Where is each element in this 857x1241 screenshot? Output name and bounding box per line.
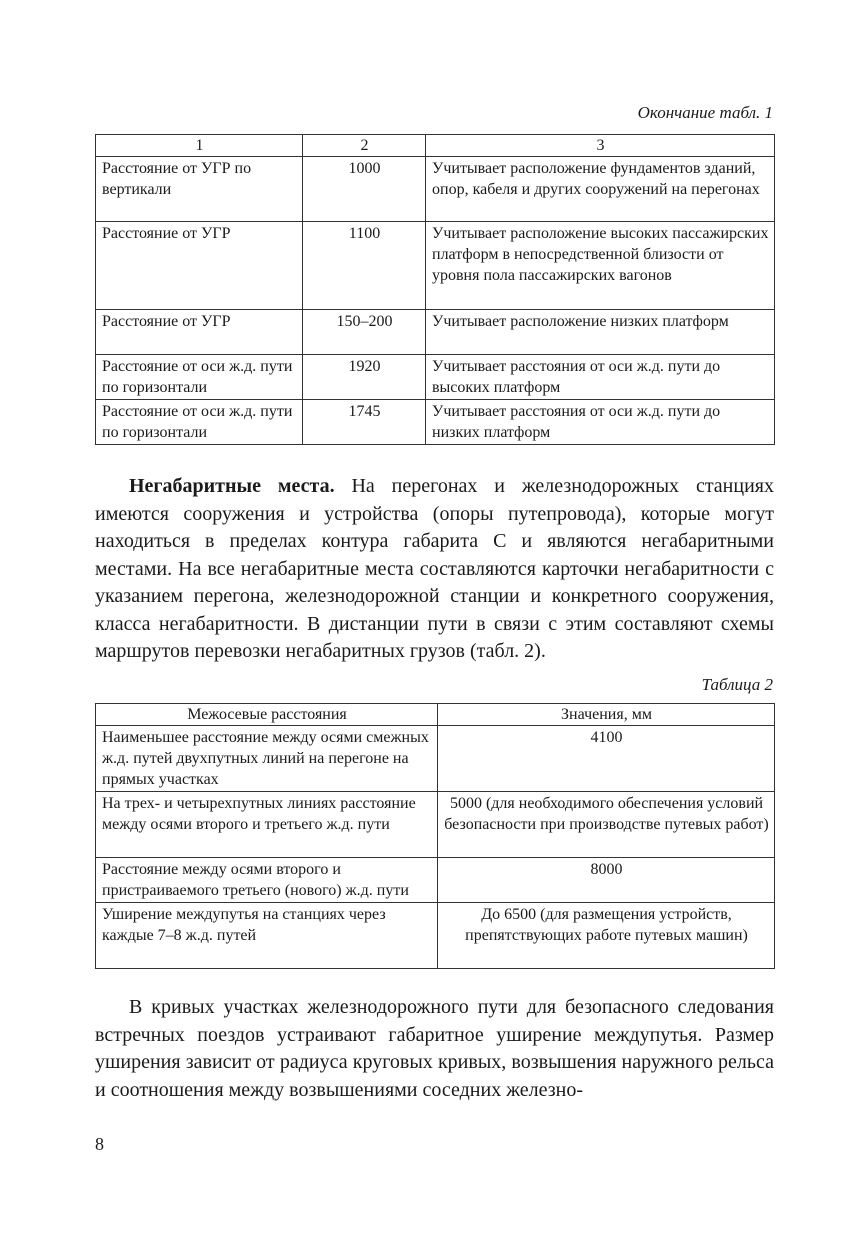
- table-row: [96, 310, 775, 355]
- table-cell: 4100: [438, 726, 775, 792]
- table-cell: 5000 (для необходимого обеспечения условий безопасности при производстве путевых работ): [438, 792, 775, 858]
- table-cell: 1745: [303, 400, 426, 445]
- table-cell: Расстояние от УГР: [96, 310, 303, 355]
- table-cell: Учитывает расположение низких платформ: [426, 310, 775, 355]
- table1-header-cell: 3: [426, 135, 775, 157]
- table2-header-cell: Значения, мм: [438, 704, 775, 726]
- table1-caption: Окончание табл. 1: [637, 103, 773, 122]
- table-row: [96, 858, 775, 903]
- table-cell: Уширение междупутья на станциях через каждые 7–8 ж.д. путей: [96, 903, 438, 969]
- table-cell: Наименьшее расстояние между осями смежных ж.д. путей двухпутных линий на перегоне на прямых участках: [96, 726, 438, 792]
- table2-header-cell: Межосевые расстояния: [96, 704, 438, 726]
- paragraph-curve-widening: В кривых участках железнодорожного пути для безопасного следования встречных поездов устраивают габаритное уширение междупутья. Размер уширения зависит от радиуса круговых кривых, возвышения наружного рельса и соотношения между возвышениями соседних железно-: [95, 996, 774, 1101]
- table-cell: Расстояние от оси ж.д. пути по горизонтали: [96, 355, 303, 400]
- table-row: [96, 903, 775, 969]
- table-row: [96, 222, 775, 310]
- table-row: [96, 726, 775, 792]
- table-cell: Расстояние от УГР: [96, 222, 303, 310]
- table1-header-row: [96, 135, 775, 157]
- table-cell: 1000: [303, 157, 426, 222]
- table-cell: Учитывает расстояния от оси ж.д. пути до низких платформ: [426, 400, 775, 445]
- table-row: [96, 400, 775, 445]
- table1-header-cell: 2: [303, 135, 426, 157]
- table-cell: Учитывает расстояния от оси ж.д. пути до высоких платформ: [426, 355, 775, 400]
- table-row: [96, 792, 775, 858]
- table-row: [96, 355, 775, 400]
- table1-header-cell: 1: [96, 135, 303, 157]
- table-cell: 150–200: [303, 310, 426, 355]
- paragraph-lead-term: Негабаритные места.: [129, 475, 335, 497]
- table2: [95, 703, 775, 969]
- table-cell: 1920: [303, 355, 426, 400]
- table2-header-row: [96, 704, 775, 726]
- table-cell: 1100: [303, 222, 426, 310]
- table-cell: 8000: [438, 858, 775, 903]
- table2-caption: Таблица 2: [701, 675, 773, 694]
- table-cell: Учитывает расположение высоких пассажирских платформ в непосредственной близости от уровня пола пассажирских вагонов: [426, 222, 775, 310]
- table-cell: До 6500 (для размещения устройств, препятствующих работе путевых машин): [438, 903, 775, 969]
- page-number: 8: [95, 1134, 104, 1154]
- paragraph-body: На перегонах и железнодорожных станциях имеются сооружения и устройства (опоры путепровода), которые могут находиться в пределах контура габарита С и являются негабаритными местами. На все негабаритные места составляются карточки негабаритности с указанием перегона, железнодорожной станции и конкретного сооружения, класса негабаритности. В дистанции пути в связи с этим составляют схемы маршрутов перевозки негабаритных грузов (табл. 2).: [95, 475, 774, 662]
- table-cell: На трех- и четырехпутных линиях расстояние между осями второго и третьего ж.д. пути: [96, 792, 438, 858]
- table-cell: Расстояние от оси ж.д. пути по горизонтали: [96, 400, 303, 445]
- table-row: [96, 157, 775, 222]
- table-cell: Расстояние от УГР по вертикали: [96, 157, 303, 222]
- table-cell: Расстояние между осями второго и пристраиваемого третьего (нового) ж.д. пути: [96, 858, 438, 903]
- table-cell: Учитывает расположение фундаментов зданий, опор, кабеля и других сооружений на перегонах: [426, 157, 775, 222]
- table1: [95, 134, 775, 445]
- paragraph-oversize-places: [95, 473, 774, 666]
